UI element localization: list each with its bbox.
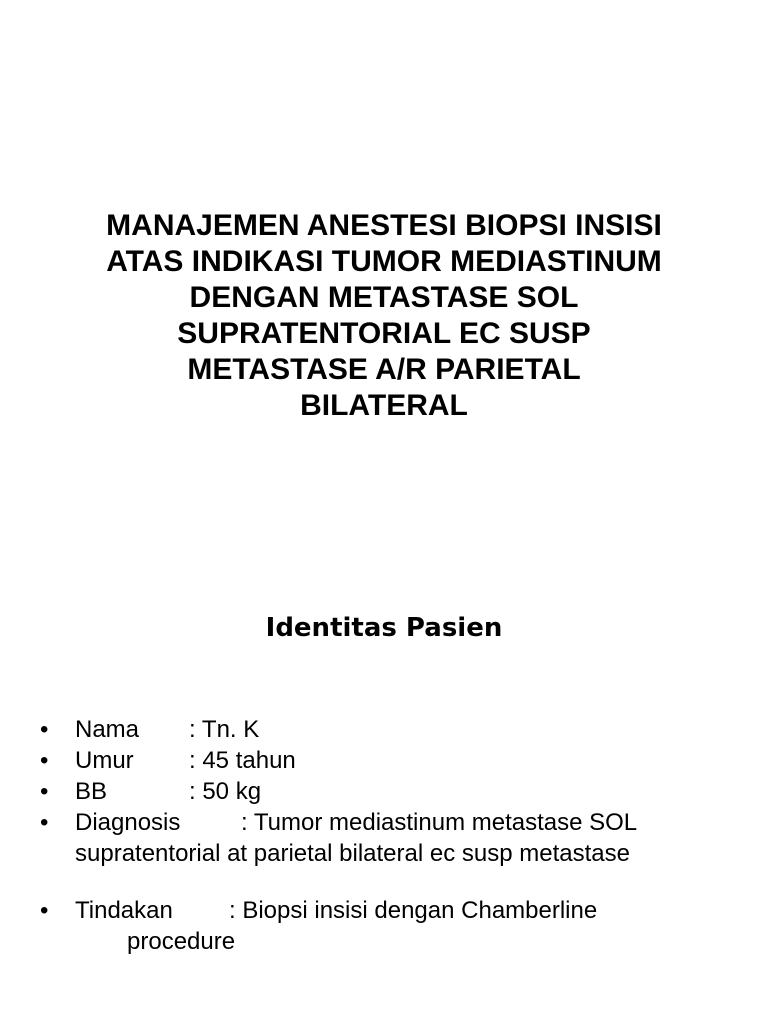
field-value: : 45 tahun [189, 747, 296, 774]
bullet-icon: • [40, 716, 49, 743]
title-line: DENGAN METASTASE SOL [189, 281, 579, 314]
title-line: METASTASE A/R PARIETAL [187, 353, 581, 386]
list-item-diagnosis [40, 807, 740, 869]
list-item-tindakan [40, 895, 740, 957]
field-value: : 50 kg [189, 778, 262, 805]
title-line: BILATERAL [300, 389, 468, 422]
title-line: ATAS INDIKASI TUMOR MEDIASTINUM [106, 245, 662, 278]
field-value: : Tumor mediastinum metastase SOL [241, 809, 638, 836]
field-value-continuation: supratentorial at parietal bilateral ec susp metastase [75, 840, 630, 867]
list-item-umur [40, 745, 740, 776]
field-value: : Biopsi insisi dengan Chamberline [229, 897, 598, 924]
field-label: Umur [75, 747, 134, 774]
section-heading: Identitas Pasien [265, 613, 503, 643]
field-label: Diagnosis [75, 809, 181, 836]
bullet-icon: • [40, 897, 49, 924]
bullet-icon: • [40, 747, 49, 774]
field-value-continuation: procedure [127, 928, 236, 955]
field-label: Nama [75, 716, 140, 743]
field-value: : Tn. K [189, 716, 260, 743]
field-label: BB [75, 778, 108, 805]
list-item-bb [40, 776, 740, 807]
field-label: Tindakan [75, 897, 173, 924]
bullet-icon: • [40, 809, 49, 836]
patient-identity-list [40, 714, 740, 957]
bullet-icon: • [40, 778, 49, 805]
title-line: MANAJEMEN ANESTESI BIOPSI INSISI [106, 209, 662, 242]
slide-title [40, 208, 728, 424]
list-item-nama [40, 714, 740, 745]
title-line: SUPRATENTORIAL EC SUSP [177, 317, 591, 350]
